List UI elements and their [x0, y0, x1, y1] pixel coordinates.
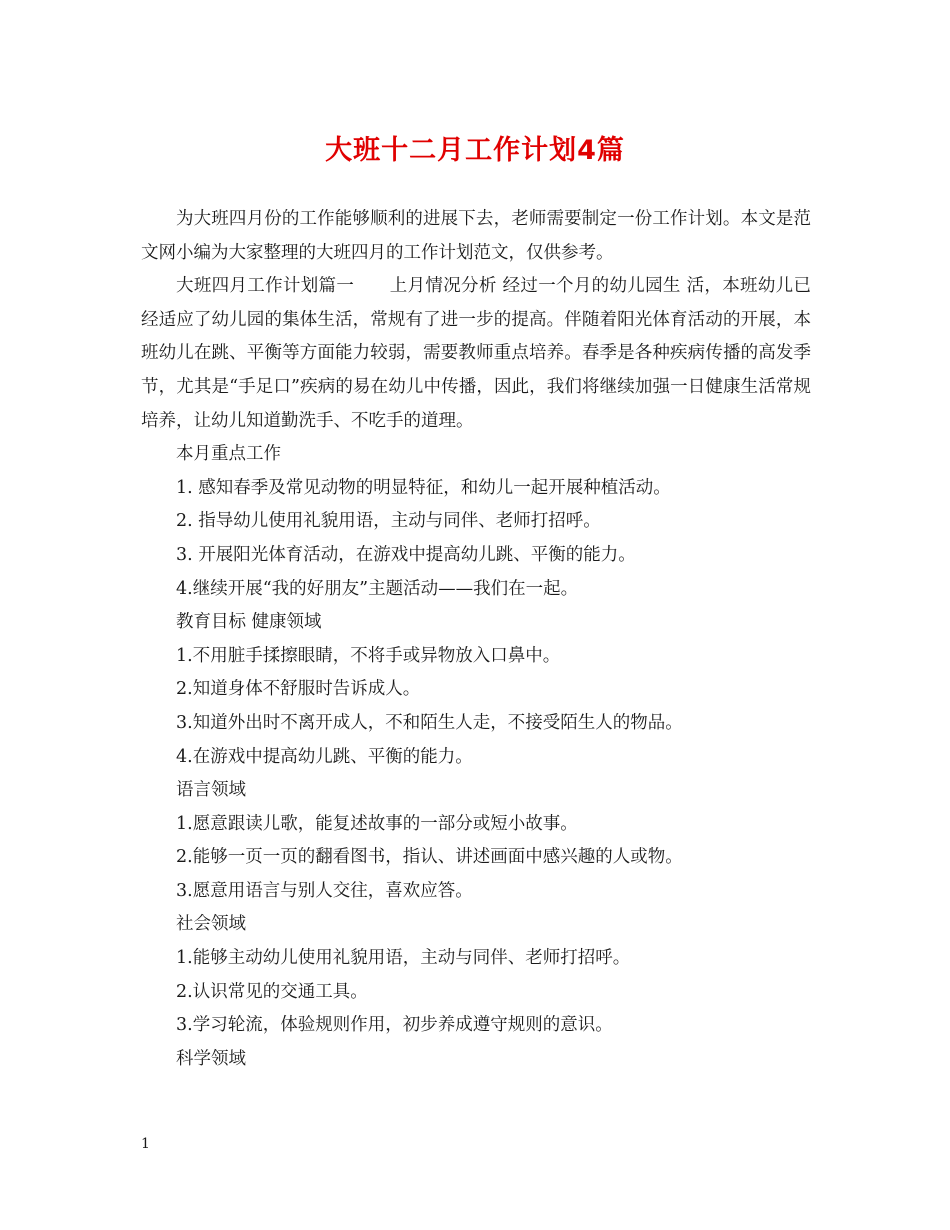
language-item: 1.愿意跟读儿歌，能复述故事的一部分或短小故事。 [176, 813, 578, 834]
social-item: 2.认识常见的交通工具。 [176, 981, 368, 1002]
document-body [141, 203, 811, 1076]
page-number: 1 [141, 1136, 150, 1152]
focus-item: 1. 感知春季及常见动物的明显特征，和幼儿一起开展种植活动。 [176, 477, 671, 498]
health-item: 1.不用脏手揉擦眼睛，不将手或异物放入口鼻中。 [176, 645, 561, 666]
language-item: 3.愿意用语言与别人交往，喜欢应答。 [176, 880, 473, 901]
science-heading: 科学领域 [176, 1048, 246, 1069]
health-item: 2.知道身体不舒服时告诉成人。 [176, 679, 421, 700]
health-item: 4.在游戏中提高幼儿跳、平衡的能力。 [176, 746, 473, 767]
focus-heading: 本月重点工作 [176, 444, 281, 465]
focus-item: 3. 开展阳光体育活动，在游戏中提高幼儿跳、平衡的能力。 [176, 544, 636, 565]
language-item: 2.能够一页一页的翻看图书，指认、讲述画面中感兴趣的人或物。 [176, 847, 683, 868]
language-heading: 语言领域 [176, 780, 246, 801]
intro-paragraph: 为大班四月份的工作能够顺利的进展下去，老师需要制定一份工作计划。本文是范文网小编为大家整理的大班四月的工作计划范文，仅供参考。 [141, 209, 811, 263]
social-item: 1.能够主动幼儿使用礼貌用语，主动与同伴、老师打招呼。 [176, 948, 631, 969]
social-heading: 社会领域 [176, 914, 246, 935]
document-title: 大班十二月工作计划4篇 [325, 135, 625, 166]
focus-item: 4.继续开展“我的好朋友”主题活动——我们在一起。 [176, 578, 579, 599]
section-one-paragraph: 大班四月工作计划篇一 上月情况分析 经过一个月的幼儿园生 活，本班幼儿已经适应了幼儿园的集体生活，常规有了进一步的提高。伴随着阳光体育活动的开展，本班幼儿在跳、平衡等方面能力较弱，需要教师重点培养。春季是各种疾病传播的高发季节，尤其是“手足口”疾病的易在幼儿中传播，因此，我们将继续加强一日健康生活常规培养，让幼儿知道勤洗手、不吃手的道理。 [141, 276, 811, 431]
focus-item: 2. 指导幼儿使用礼貌用语，主动与同伴、老师打招呼。 [176, 511, 601, 532]
health-item: 3.知道外出时不离开成人，不和陌生人走，不接受陌生人的物品。 [176, 712, 683, 733]
goals-heading: 教育目标 健康领域 [176, 612, 322, 633]
social-item: 3.学习轮流，体验规则作用，初步养成遵守规则的意识。 [176, 1015, 613, 1036]
